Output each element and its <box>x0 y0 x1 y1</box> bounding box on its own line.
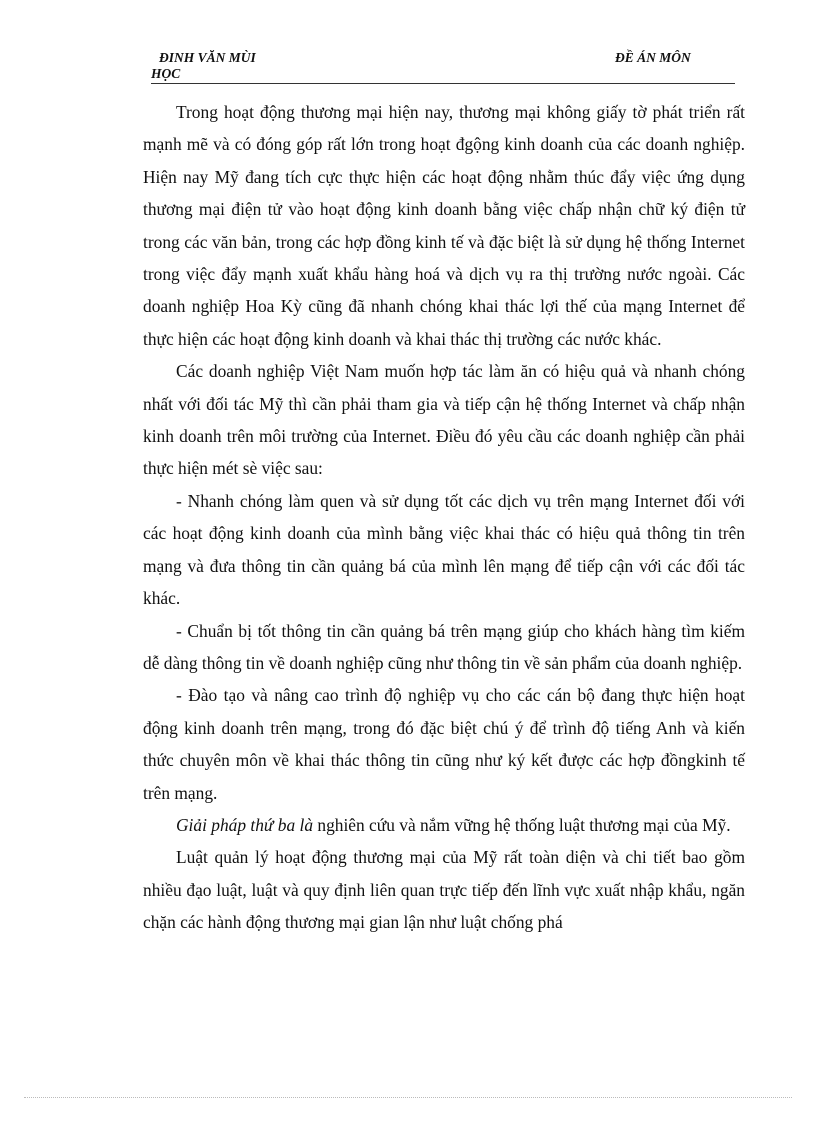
bullet-paragraph: - Nhanh chóng làm quen và sử dụng tốt các dịch vụ trên mạng Internet đối với các hoạt động kinh doanh của mình bằng việc khai thác có hiệu quả thông tin trên mạng và đưa thông tin cần quảng bá của mình lên mạng để tiếp cận với các đối tác khác. <box>143 490 745 609</box>
paragraph: Trong hoạt động thương mại hiện nay, thương mại không giấy tờ phát triển rất mạnh mẽ và có đóng góp rất lớn trong hoạt đgộng kinh doanh của các doanh nghiệp. Hiện nay Mỹ đang tích cực thực hiện các hoạt động nhằm thúc đẩy việc ứng dụng thương mại điện tử vào hoạt động kinh doanh bằng việc chấp nhận chữ ký điện tử trong các văn bản, trong các hợp đồng kinh tế và đặc biệt là sử dụng hệ thống Internet trong việc đẩy mạnh xuất khẩu hàng hoá và dịch vụ ra thị trường nước ngoài. Các doanh nghiệp Hoa Kỳ cũng đã nhanh chóng khai thác lợi thế của mạng Internet để thực hiện các hoạt động kinh doanh và khai thác thị trường các nước khác. <box>143 102 745 349</box>
solution-text: nghiên cứu và nắm vững hệ thống luật thương mại của Mỹ. <box>313 814 731 835</box>
solution-paragraph <box>143 809 745 841</box>
bullet-paragraph: - Đào tạo và nâng cao trình độ nghiệp vụ cho các cán bộ đang thực hiện hoạt động kinh doanh trên mạng, trong đó đặc biệt chú ý để trình độ tiếng Anh và kiến thức chuyên môn về khai thác thông tin cũng như ký kết được các hợp đồngkinh tế trên mạng. <box>143 685 745 803</box>
paragraph: Các doanh nghiệp Việt Nam muốn hợp tác làm ăn có hiệu quả và nhanh chóng nhất với đối tác Mỹ thì cần phải tham gia và tiếp cận hệ thống Internet và chấp nhận kinh doanh trên môi trường của Internet. Điều đó yêu cầu các doanh nghiệp cần phải thực hiện mét sè việc sau: <box>143 361 745 479</box>
header-author: ĐINH VĂN MÙI <box>159 50 256 65</box>
page-header <box>151 50 735 84</box>
header-subject-continued: HỌC <box>151 66 181 81</box>
bullet-paragraph: - Chuẩn bị tốt thông tin cần quảng bá trên mạng giúp cho khách hàng tìm kiếm dễ dàng thông tin về doanh nghiệp cũng như thông tin về sản phẩm của doanh nghiệp. <box>143 620 745 673</box>
paragraph: Luật quản lý hoạt động thương mại của Mỹ rất toàn diện và chi tiết bao gồm nhiều đạo luật, luật và quy định liên quan trực tiếp đến lĩnh vực xuất nhập khẩu, ngăn chặn các hành động thương mại gian lận như luật chống phá <box>143 847 745 933</box>
page-bottom-divider <box>24 1097 792 1098</box>
header-subject: ĐỀ ÁN MÔN <box>615 50 691 65</box>
solution-lead: Giải pháp thứ ba là <box>176 814 314 835</box>
document-body <box>143 96 745 939</box>
